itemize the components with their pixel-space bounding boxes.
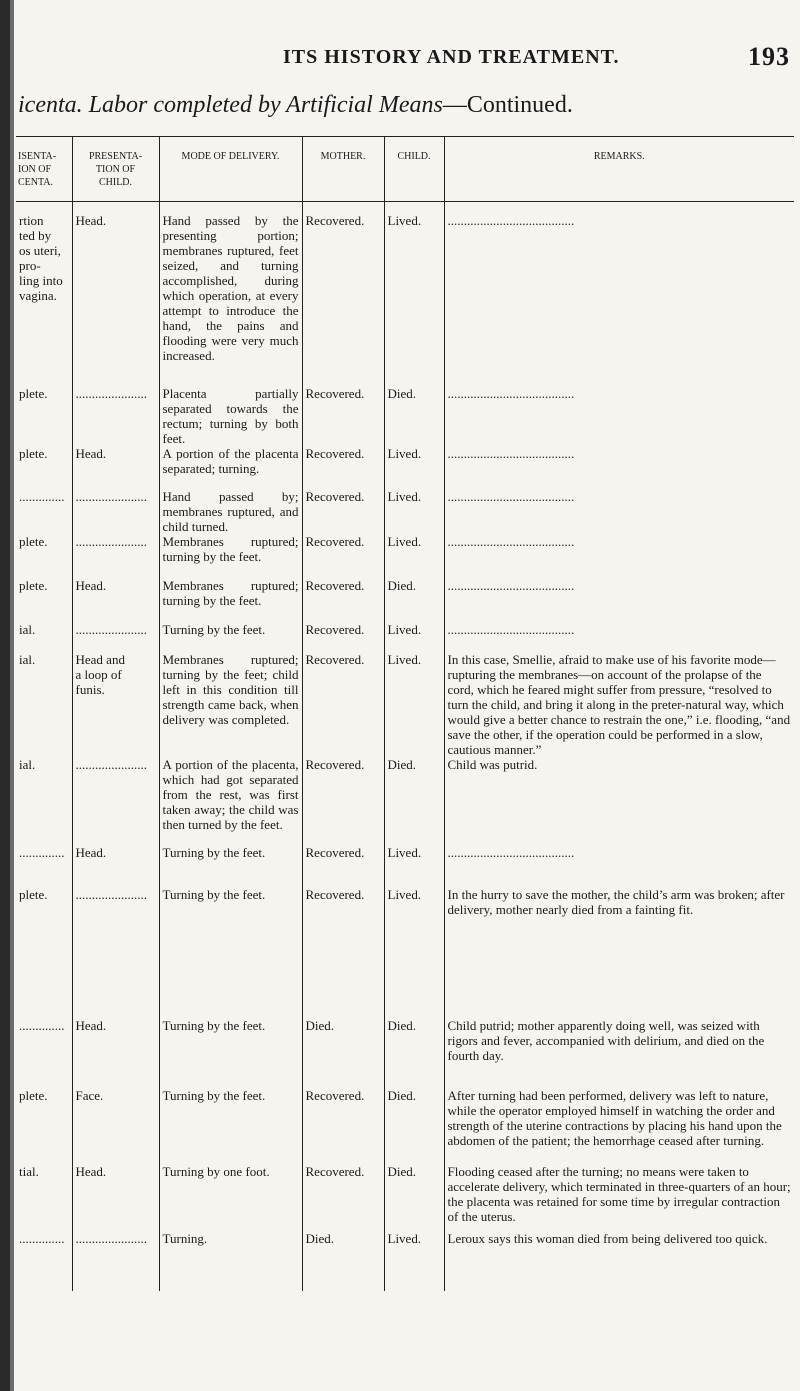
presentation-cell: Head. [72, 446, 159, 489]
mother-cell: Recovered. [302, 652, 384, 757]
remarks-cell: In the hurry to save the mother, the child’s arm was broken; after delivery, mother nearly died from a fainting fit. [444, 887, 794, 1018]
mode-cell: Turning by the feet. [159, 1088, 302, 1164]
table-row [16, 202, 794, 386]
remarks-cell: ....................................... [444, 534, 794, 578]
table-row [16, 446, 794, 489]
presentation-cell: ...................... [72, 534, 159, 578]
mode-cell: Turning by one foot. [159, 1164, 302, 1231]
header-presentation: PRESENTA- TION OF CHILD. [72, 137, 159, 202]
child-cell: Lived. [384, 845, 444, 887]
header-mother: MOTHER. [302, 137, 384, 202]
child-cell: Died. [384, 1088, 444, 1164]
mother-cell: Recovered. [302, 845, 384, 887]
table-row [16, 386, 794, 446]
remarks-cell: Child putrid; mother apparently doing well, was seized with rigors and fever, accompanied with delirium, and died on the fourth day. [444, 1018, 794, 1088]
presentation-cell: Head. [72, 1164, 159, 1231]
table-row [16, 534, 794, 578]
mother-cell: Recovered. [302, 622, 384, 652]
mode-cell: A portion of the placenta, which had got separated from the rest, was first taken away; the child was then turned by the feet. [159, 757, 302, 845]
cases-table [16, 136, 794, 1291]
table-row [16, 652, 794, 757]
remarks-cell: ....................................... [444, 202, 794, 386]
placenta-cell: tial. [19, 1163, 39, 1179]
remarks-cell: After turning had been performed, delivery was left to nature, while the operator employed himself in watching the order and strength of the uterine contractions by placing his hand upon the abdomen of the patient; the hemorrhage ceased after turning. [444, 1088, 794, 1164]
mother-cell: Recovered. [302, 534, 384, 578]
mother-cell: Recovered. [302, 446, 384, 489]
table-row [16, 757, 794, 845]
mode-cell: Hand passed by; membranes ruptured, and child turned. [159, 489, 302, 534]
presentation-cell: ...................... [72, 1231, 159, 1291]
mother-cell: Died. [302, 1018, 384, 1088]
placenta-cell: ial. [19, 651, 36, 667]
table-row [16, 1018, 794, 1088]
mode-cell: Turning by the feet. [159, 887, 302, 1018]
child-cell: Lived. [384, 887, 444, 1018]
mother-cell: Recovered. [302, 202, 384, 386]
remarks-cell: In this case, Smellie, afraid to make use of his favorite mode—rupturing the membranes—on account of the prolapse of the cord, which he feared might suffer from pressure, “resolved to turn the child, and bring it along in the preter-natural way, which would give a better chance to restrain the one,” i.e. flooding, “and save the other, if the operation could be performed in a slow, cautious manner.” [444, 652, 794, 757]
caption-prefix: icenta. [18, 92, 83, 118]
table-body [16, 202, 794, 1291]
child-cell: Died. [384, 1018, 444, 1088]
placenta-cell: plete. [19, 533, 48, 549]
placenta-cell: plete. [19, 886, 48, 902]
mode-cell: Turning. [159, 1231, 302, 1291]
table-row [16, 578, 794, 622]
placenta-cell: ial. [19, 621, 36, 637]
child-cell: Lived. [384, 446, 444, 489]
remarks-cell: ....................................... [444, 845, 794, 887]
presentation-cell: Head. [72, 202, 159, 386]
page-number: 193 [748, 42, 790, 71]
running-head-title: ITS HISTORY AND TREATMENT. [283, 46, 620, 68]
presentation-cell: ...................... [72, 489, 159, 534]
caption-italic: Labor completed by Artificial Means [88, 92, 443, 118]
child-cell: Lived. [384, 202, 444, 386]
mode-cell: Membranes ruptured; turning by the feet. [159, 534, 302, 578]
mother-cell: Recovered. [302, 1088, 384, 1164]
child-cell: Lived. [384, 622, 444, 652]
mode-cell: Membranes ruptured; turning by the feet. [159, 578, 302, 622]
table-row [16, 489, 794, 534]
presentation-cell: Head. [72, 845, 159, 887]
mode-cell: A portion of the placenta separated; turning. [159, 446, 302, 489]
remarks-cell: ....................................... [444, 489, 794, 534]
table-row [16, 1164, 794, 1231]
presentation-cell: ...................... [72, 757, 159, 845]
placenta-cell: .............. [19, 1230, 65, 1246]
placenta-cell: rtion ted by os uteri, pro- ling into vagina. [19, 213, 63, 303]
table-caption [18, 92, 573, 119]
child-cell: Died. [384, 386, 444, 446]
table-row [16, 887, 794, 1018]
header-child: CHILD. [384, 137, 444, 202]
child-cell: Died. [384, 757, 444, 845]
remarks-cell: ....................................... [444, 578, 794, 622]
mode-cell: Hand passed by the presenting portion; membranes ruptured, feet seized, and turning accomplished, during which operation, at every attempt to introduce the hand, the pains and flooding were very much increased. [159, 202, 302, 386]
presentation-cell: Head and a loop of funis. [72, 652, 159, 757]
placenta-cell: plete. [19, 445, 48, 461]
remarks-cell: ....................................... [444, 446, 794, 489]
presentation-cell: ...................... [72, 887, 159, 1018]
mode-cell: Turning by the feet. [159, 622, 302, 652]
table-header-row [16, 137, 794, 202]
mother-cell: Recovered. [302, 489, 384, 534]
table-row [16, 1088, 794, 1164]
child-cell: Died. [384, 578, 444, 622]
child-cell: Lived. [384, 534, 444, 578]
mother-cell: Recovered. [302, 887, 384, 1018]
placenta-cell: .............. [19, 488, 65, 504]
mode-cell: Placenta partially separated towards the rectum; turning by both feet. [159, 386, 302, 446]
remarks-cell: Flooding ceased after the turning; no means were taken to accelerate delivery, which terminated in three-quarters of an hour; the placenta was retained for some time by irregular contraction of the uterus. [444, 1164, 794, 1231]
mother-cell: Recovered. [302, 578, 384, 622]
presentation-cell: Head. [72, 1018, 159, 1088]
mother-cell: Recovered. [302, 757, 384, 845]
child-cell: Lived. [384, 1231, 444, 1291]
presentation-cell: Head. [72, 578, 159, 622]
mode-cell: Turning by the feet. [159, 1018, 302, 1088]
mother-cell: Died. [302, 1231, 384, 1291]
placenta-cell: .............. [19, 1017, 65, 1033]
placenta-cell: plete. [19, 577, 48, 593]
presentation-cell: ...................... [72, 386, 159, 446]
remarks-cell: ....................................... [444, 386, 794, 446]
child-cell: Died. [384, 1164, 444, 1231]
table-row [16, 1231, 794, 1291]
caption-suffix: —Continued. [442, 92, 573, 118]
remarks-cell: Child was putrid. [444, 757, 794, 845]
placenta-cell: plete. [19, 385, 48, 401]
placenta-cell: plete. [19, 1087, 48, 1103]
child-cell: Lived. [384, 652, 444, 757]
placenta-cell: .............. [19, 844, 65, 860]
header-mode: MODE OF DELIVERY. [159, 137, 302, 202]
table-row [16, 622, 794, 652]
presentation-cell: ...................... [72, 622, 159, 652]
running-head [0, 42, 800, 72]
mother-cell: Recovered. [302, 386, 384, 446]
binding-shadow [10, 0, 14, 1391]
table-row [16, 845, 794, 887]
mode-cell: Turning by the feet. [159, 845, 302, 887]
presentation-cell: Face. [72, 1088, 159, 1164]
binding-gutter [0, 0, 10, 1391]
remarks-cell: Leroux says this woman died from being delivered too quick. [444, 1231, 794, 1291]
mode-cell: Membranes ruptured; turning by the feet; child left in this condition till strength came back, when delivery was completed. [159, 652, 302, 757]
remarks-cell: ....................................... [444, 622, 794, 652]
placenta-cell: ial. [19, 756, 36, 772]
header-remarks: REMARKS. [444, 137, 794, 202]
mother-cell: Recovered. [302, 1164, 384, 1231]
child-cell: Lived. [384, 489, 444, 534]
header-placenta: ISENTA- ION OF CENTA. [16, 137, 72, 202]
